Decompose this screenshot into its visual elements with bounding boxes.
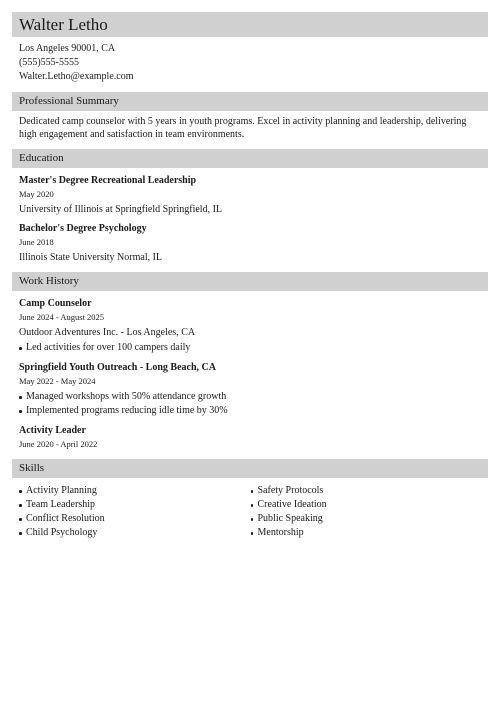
degree-date: June 2018: [19, 237, 54, 247]
section-title: Education: [19, 152, 64, 164]
school-name: University of Illinois at Springfield Springfield, IL: [19, 204, 223, 215]
job-title: Activity Leader: [19, 425, 86, 436]
education-section: [12, 174, 488, 264]
list-item: Implemented programs reducing idle time by 30%: [19, 404, 482, 418]
degree-title: Bachelor's Degree Psychology: [19, 223, 147, 234]
skills-section: [12, 482, 488, 540]
degree-date: May 2020: [19, 189, 54, 199]
job-bullets: [19, 341, 482, 355]
work-section: [12, 297, 488, 451]
skill-item: Creative Ideation: [251, 498, 483, 512]
school-name: Illinois State University Normal, IL: [19, 252, 163, 263]
job-entry: [19, 297, 482, 355]
skill-item: Mentorship: [251, 526, 483, 540]
skill-item: Conflict Resolution: [19, 512, 251, 526]
job-date: May 2022 - May 2024: [19, 376, 96, 386]
section-title: Work History: [19, 275, 79, 287]
section-title: Skills: [19, 462, 45, 474]
skill-item: Activity Planning: [19, 484, 251, 498]
section-header-skills: [12, 459, 488, 478]
candidate-name: Walter Letho: [19, 15, 108, 34]
skill-item: Child Psychology: [19, 526, 251, 540]
skill-item: Public Speaking: [251, 512, 483, 526]
skill-item: Safety Protocols: [251, 484, 483, 498]
contact-address: Los Angeles 90001, CA: [19, 43, 116, 54]
contact-info: [12, 42, 488, 84]
job-entry: [19, 424, 482, 451]
section-header-work: [12, 272, 488, 291]
name-header: [12, 12, 488, 37]
contact-phone: (555)555-5555: [19, 57, 79, 68]
job-entry: [19, 361, 482, 418]
degree-title: Master's Degree Recreational Leadership: [19, 175, 197, 186]
skills-grid: [19, 482, 482, 540]
summary-section: [12, 115, 488, 141]
job-date: June 2024 - August 2025: [19, 312, 104, 322]
contact-email: Walter.Letho@example.com: [19, 71, 134, 82]
job-title: Springfield Youth Outreach - Long Beach, CA: [19, 362, 216, 373]
section-header-summary: [12, 92, 488, 111]
education-entry: [19, 222, 482, 264]
summary-text: Dedicated camp counselor with 5 years in youth programs. Excel in activity planning and leadership, delivering high engagement and satisfaction in team environments.: [19, 116, 467, 140]
skills-column-left: [19, 484, 251, 540]
list-item: Led activities for over 100 campers daily: [19, 341, 482, 355]
list-item: Managed workshops with 50% attendance growth: [19, 390, 482, 404]
education-entry: [19, 174, 482, 216]
job-employer: Outdoor Adventures Inc. - Los Angeles, CA: [19, 327, 196, 338]
skill-item: Team Leadership: [19, 498, 251, 512]
skills-column-right: [251, 484, 483, 540]
job-title: Camp Counselor: [19, 298, 92, 309]
section-header-education: [12, 149, 488, 168]
job-bullets: [19, 390, 482, 418]
job-date: June 2020 - April 2022: [19, 439, 98, 449]
section-title: Professional Summary: [19, 95, 119, 107]
